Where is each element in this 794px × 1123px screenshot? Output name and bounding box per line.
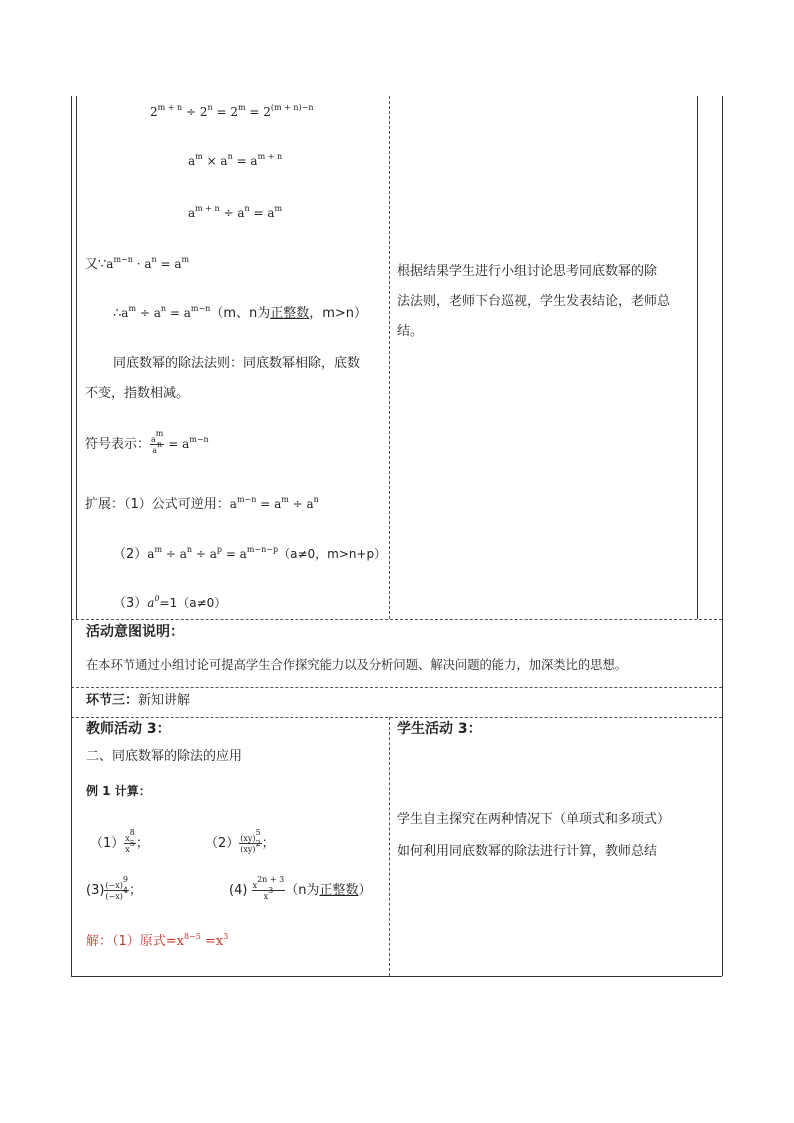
extension-3: $(3)a^0=1(a\ne 0)$	[113, 594, 227, 611]
student-discussion-line-2: 法法则，老师下台巡视，学生发表结论，老师总	[397, 294, 671, 309]
table-inner-right-border	[697, 96, 698, 619]
divider-activity	[71, 717, 722, 718]
extension-1: 扩展：（1）公式可逆用：$a^{m-n} = a^m \div a^n$	[85, 495, 319, 512]
symbol-expression: 符号表示： $\frac{a^m}{a^n}$ = $a^{m-n}$	[85, 429, 209, 455]
student-activity-line-1: 学生自主探究在两种情况下（单项式和多项式）	[397, 812, 671, 827]
divider-intent	[71, 619, 722, 620]
division-rule-line-1: 同底数幂的除法法则：同底数幂相除，底数	[113, 356, 361, 371]
formula-line-2: $a^m \times a^n = a^{m + n}$	[188, 152, 283, 168]
student-activity-line-2: 如何利用同底数幂的除法进行计算，教师总结	[397, 844, 658, 859]
column-divider-top	[389, 96, 390, 619]
formula-line-4: 又$\because a^{m-n} \cdot a^n = a^m$	[85, 255, 190, 272]
formula-line-3: $a^{m + n} \div a^n = a^m$	[188, 204, 283, 220]
column-divider-bottom	[389, 717, 390, 976]
section-heading: 环节三：新知讲解	[86, 693, 191, 708]
student-discussion-line-1: 根据结果学生进行小组讨论思考同底数幂的除	[397, 264, 658, 279]
solution-1: 解：（1）原式$=x^{8-5} =x^3$	[86, 932, 229, 949]
symbol-fraction: $\frac{a^m}{a^n}$	[151, 429, 164, 455]
table-right-border	[722, 96, 723, 976]
student-discussion-line-3: 结。	[397, 324, 424, 339]
extension-2: $(2)a^m \div a^n \div a^p = a^{m-n-p}(a\ne 0$，m>n+p）	[113, 545, 387, 562]
table-left-border	[71, 96, 72, 976]
problem-1: （1） $\frac{x^8}{x^5}$ ；	[90, 828, 149, 854]
table-inner-left-border	[76, 96, 77, 619]
teacher-activity-subtitle: 二、同底数幂的除法的应用	[86, 749, 243, 764]
problem-1-fraction: $\frac{x^8}{x^5}$	[125, 828, 135, 854]
problem-4: (4) $\frac{x^{2n + 3}}{x^3}$ （n为正整数）	[229, 875, 372, 901]
division-rule-line-2: 不变，指数相减。	[85, 386, 190, 401]
problem-3: (3) $\frac{(-x)^9}{(-x)^4}$ ；	[86, 875, 142, 901]
divider-section	[71, 687, 722, 688]
problem-2-fraction: $\frac{(xy)^5}{(xy)^2}$	[240, 828, 261, 854]
problem-4-fraction: $\frac{x^{2n + 3}}{x^3}$	[252, 875, 285, 901]
problem-2: （2） $\frac{(xy)^5}{(xy)^2}$ ；	[205, 828, 275, 854]
formula-line-5: $\therefore a^m \div a^n = a^{m-n}(m$、n为正整数，m>n）	[113, 304, 368, 321]
example-label: 例 1 计算：	[86, 784, 151, 798]
formula-line-1: $2^{m + n} \div 2^n = 2^m = 2^{(m + n)-n}$	[150, 103, 314, 119]
student-activity-title: 学生活动 3：	[397, 721, 482, 737]
intent-text: 在本环节通过小组讨论可提高学生合作探究能力以及分析问题、解决问题的能力，加深类比的思想。	[86, 658, 628, 672]
teacher-activity-title: 教师活动 3：	[86, 721, 171, 737]
intent-title: 活动意图说明：	[86, 624, 184, 640]
table-bottom-border	[71, 976, 722, 977]
problem-3-fraction: $\frac{(-x)^9}{(-x)^4}$	[105, 875, 128, 901]
